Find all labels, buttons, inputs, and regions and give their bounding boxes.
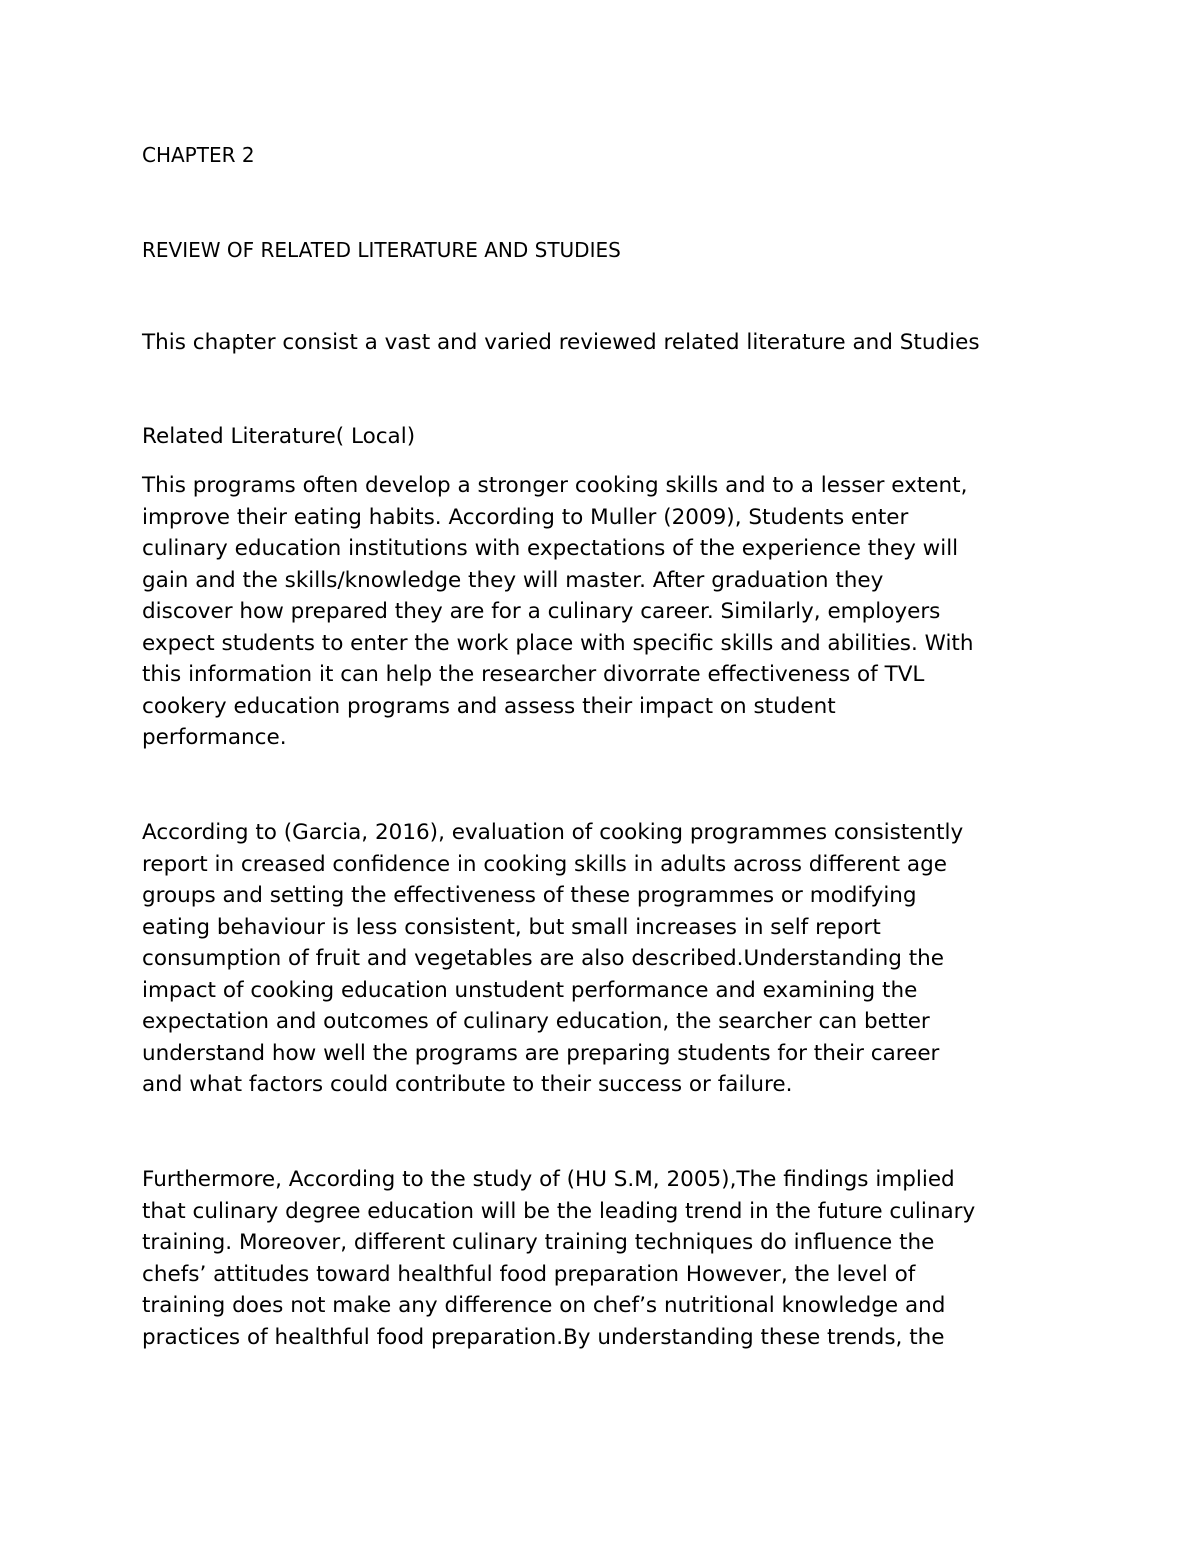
paragraph-line: groups and setting the effectiveness of these programmes or modifying [142,883,917,908]
chapter-intro: This chapter consist a vast and varied reviewed related literature and Studies [142,330,980,355]
paragraph-line: chefs’ attitudes toward healthful food preparation However, the level of [142,1261,916,1287]
paragraph-line: this information it can help the researcher divorrate effectiveness of TVL [142,662,925,687]
paragraph-line: culinary education institutions with expectations of the experience they will [142,536,959,561]
chapter-title: REVIEW OF RELATED LITERATURE AND STUDIES [142,238,621,262]
paragraph-line: and what factors could contribute to their success or failure. [142,1072,793,1097]
paragraph-line: improve their eating habits. According to Muller (2009), Students enter [142,504,909,530]
paragraph-3 [142,1164,1082,1353]
paragraph-line: that culinary degree education will be the leading trend in the future culinary [142,1198,976,1224]
paragraph-line: This programs often develop a stronger cooking skills and to a lesser extent, [142,473,968,498]
paragraph-line: training. Moreover, different culinary training techniques do influence the [142,1230,935,1255]
paragraph-line: expectation and outcomes of culinary education, the searcher can better [142,1009,930,1034]
paragraph-line: consumption of fruit and vegetables are also described.Understanding the [142,946,944,971]
paragraph-line: cookery education programs and assess their impact on student [142,693,836,719]
section-heading: Related Literature( Local) [142,424,416,449]
paragraph-line: understand how well the programs are preparing students for their career [142,1040,940,1066]
paragraph-line: practices of healthful food preparation.By understanding these trends, the [142,1324,945,1350]
chapter-label: CHAPTER 2 [142,143,255,167]
paragraph-line: training does not make any difference on chef’s nutritional knowledge and [142,1293,946,1318]
paragraph-line: gain and the skills/knowledge they will master. After graduation they [142,567,884,593]
paragraph-line: discover how prepared they are for a culinary career. Similarly, employers [142,599,941,624]
paragraph-line: Furthermore, According to the study of (HU S.M, 2005),The findings implied [142,1167,955,1192]
paragraph-line: impact of cooking education unstudent performance and examining the [142,977,918,1003]
paragraph-line: expect students to enter the work place with specific skills and abilities. With [142,630,974,656]
paragraph-2 [142,817,1082,1101]
paragraph-line: According to (Garcia, 2016), evaluation of cooking programmes consistently [142,820,964,845]
paragraph-1 [142,470,1082,754]
paragraph-line: report in creased confidence in cooking skills in adults across different age [142,851,947,877]
paragraph-line: performance. [142,725,287,750]
paragraph-line: eating behaviour is less consistent, but small increases in self report [142,914,881,940]
